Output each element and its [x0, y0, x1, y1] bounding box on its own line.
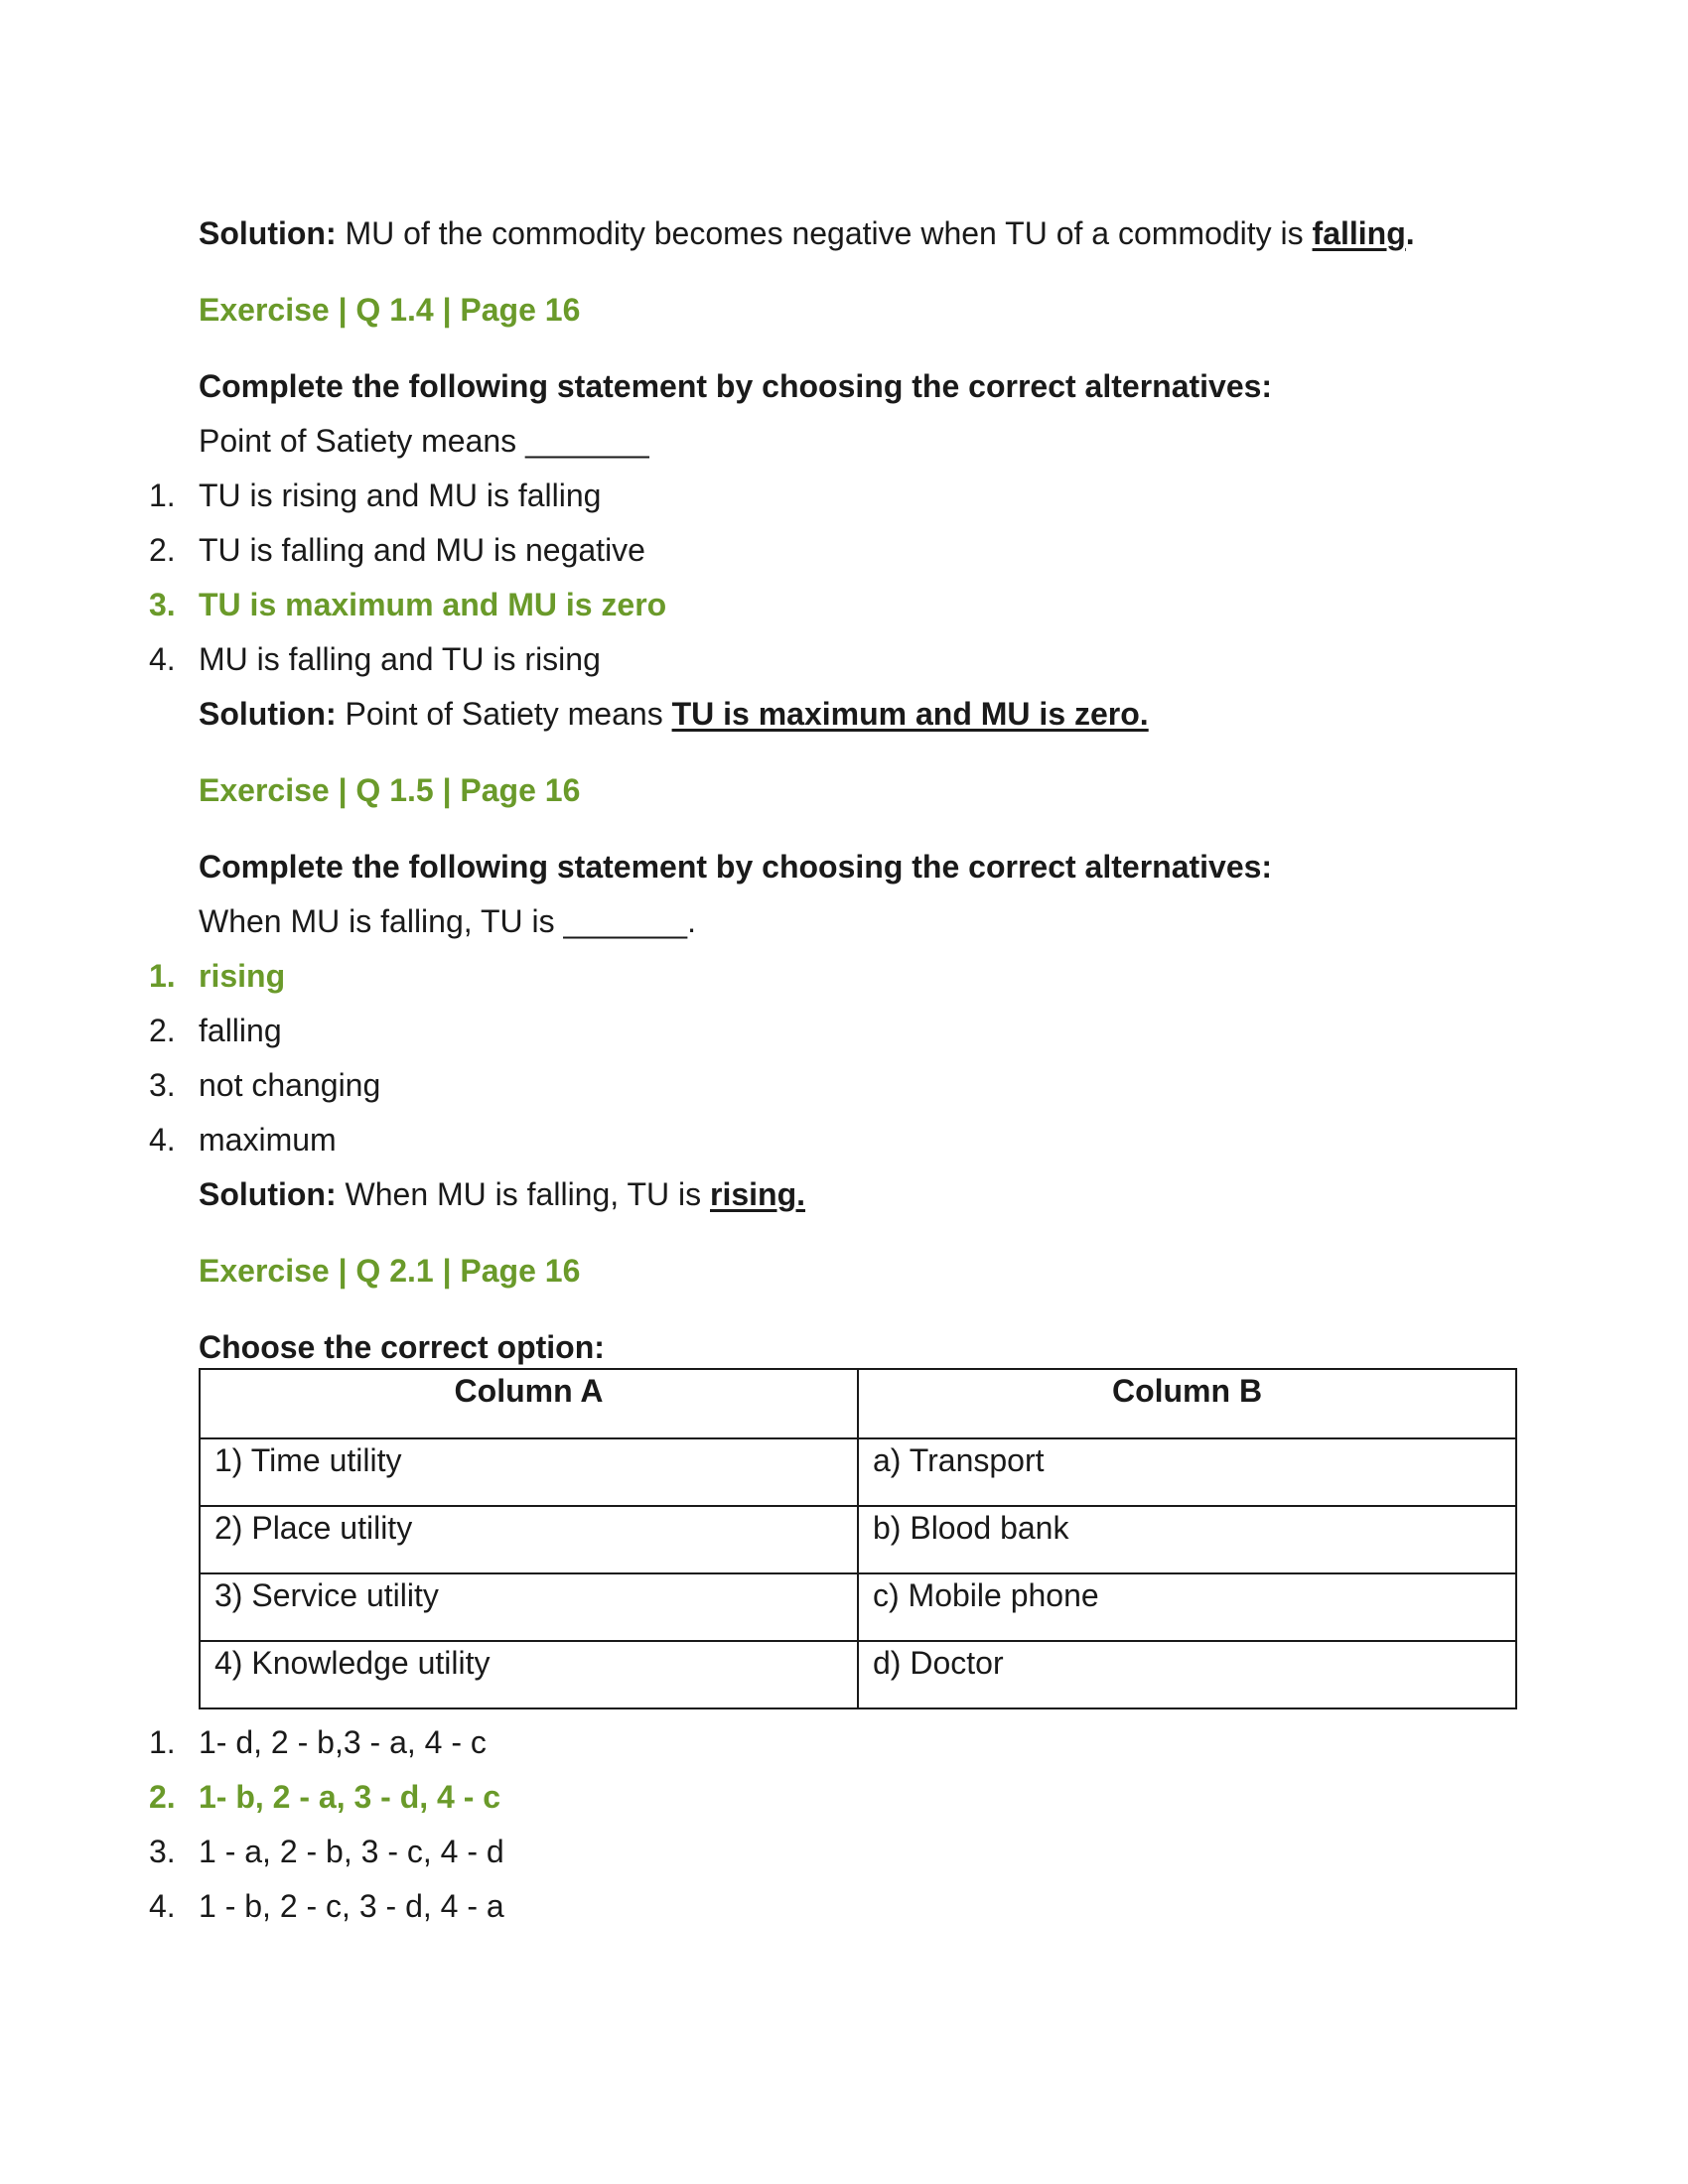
table-cell: b) Blood bank: [858, 1506, 1516, 1573]
document-page: Solution: MU of the commodity becomes negative when TU of a commodity is falling. Exercise | Q 1.4 | Page 16 Complete the following statement by choosing the correct alternatives: Point of Satiety means _______ 1. TU is rising and MU is falling 2. TU is falling and MU is negative 3. TU is maximum and MU is zero 4. MU is falling and TU is rising Solution: Point of Satiety means TU is maximum and MU is zero. Exercise | Q 1.5 | Page 16 Complete the following statement by choosing the correct alternatives: When MU is falling, TU is _______. 1. rising 2. falling 3. not changing 4. maximum Solution: When MU is falling, TU is rising. Exercise | Q 2.1 | Page 16 Choose the correct option: Column A Column B 1) Time utility a) Transport 2) Place utility b) Blood bank 3) Service utility c) Mobile phone 4) Knowledge utility d) Doctor 1. 1- d, 2 - b,3 - a, 4 - c 2. 1- b, 2 - a, 3 - d, 4 - c 3. 1 - a, 2 - b, 3 - c, 4 - d 4. 1 - b, 2 - c, 3 - d, 4 - a: [0, 0, 1688, 2184]
solution-answer: falling: [1312, 215, 1406, 251]
q21-heading: Exercise | Q 2.1 | Page 16: [199, 1253, 581, 1289]
solution-label: Solution:: [199, 215, 337, 251]
q14-heading: Exercise | Q 1.4 | Page 16: [199, 292, 581, 328]
q14-instruction: Complete the following statement by choosing the correct alternatives:: [199, 368, 1273, 404]
solution-text: MU of the commodity becomes negative when TU of a commodity is: [345, 215, 1304, 251]
table-cell: 1) Time utility: [200, 1438, 858, 1506]
column-a-header: Column A: [200, 1369, 858, 1438]
table-cell: d) Doctor: [858, 1641, 1516, 1708]
table-row: [200, 1506, 1516, 1573]
table-cell: a) Transport: [858, 1438, 1516, 1506]
q13-solution: Solution: MU of the commodity becomes negative when TU of a commodity is falling.: [199, 215, 1415, 251]
table-cell: 4) Knowledge utility: [200, 1641, 858, 1708]
table-header-row: [200, 1369, 1516, 1438]
q15-heading: Exercise | Q 1.5 | Page 16: [199, 772, 581, 808]
table-cell: c) Mobile phone: [858, 1573, 1516, 1641]
q15-solution: Solution: When MU is falling, TU is rising.: [199, 1176, 806, 1212]
q14-question: Point of Satiety means _______: [199, 423, 649, 459]
q21-instruction: Choose the correct option:: [199, 1329, 605, 1365]
solution-answer: rising.: [710, 1176, 806, 1212]
table-cell: 2) Place utility: [200, 1506, 858, 1573]
solution-answer: TU is maximum and MU is zero.: [671, 696, 1149, 732]
q15-question: When MU is falling, TU is _______.: [199, 903, 696, 939]
table-cell: 3) Service utility: [200, 1573, 858, 1641]
table-row: [200, 1641, 1516, 1708]
table-row: [200, 1438, 1516, 1506]
q15-instruction: Complete the following statement by choosing the correct alternatives:: [199, 849, 1273, 885]
column-b-header: Column B: [858, 1369, 1516, 1438]
matching-table: [199, 1368, 1517, 1709]
q14-solution: Solution: Point of Satiety means TU is maximum and MU is zero.: [199, 696, 1149, 732]
table-row: [200, 1573, 1516, 1641]
